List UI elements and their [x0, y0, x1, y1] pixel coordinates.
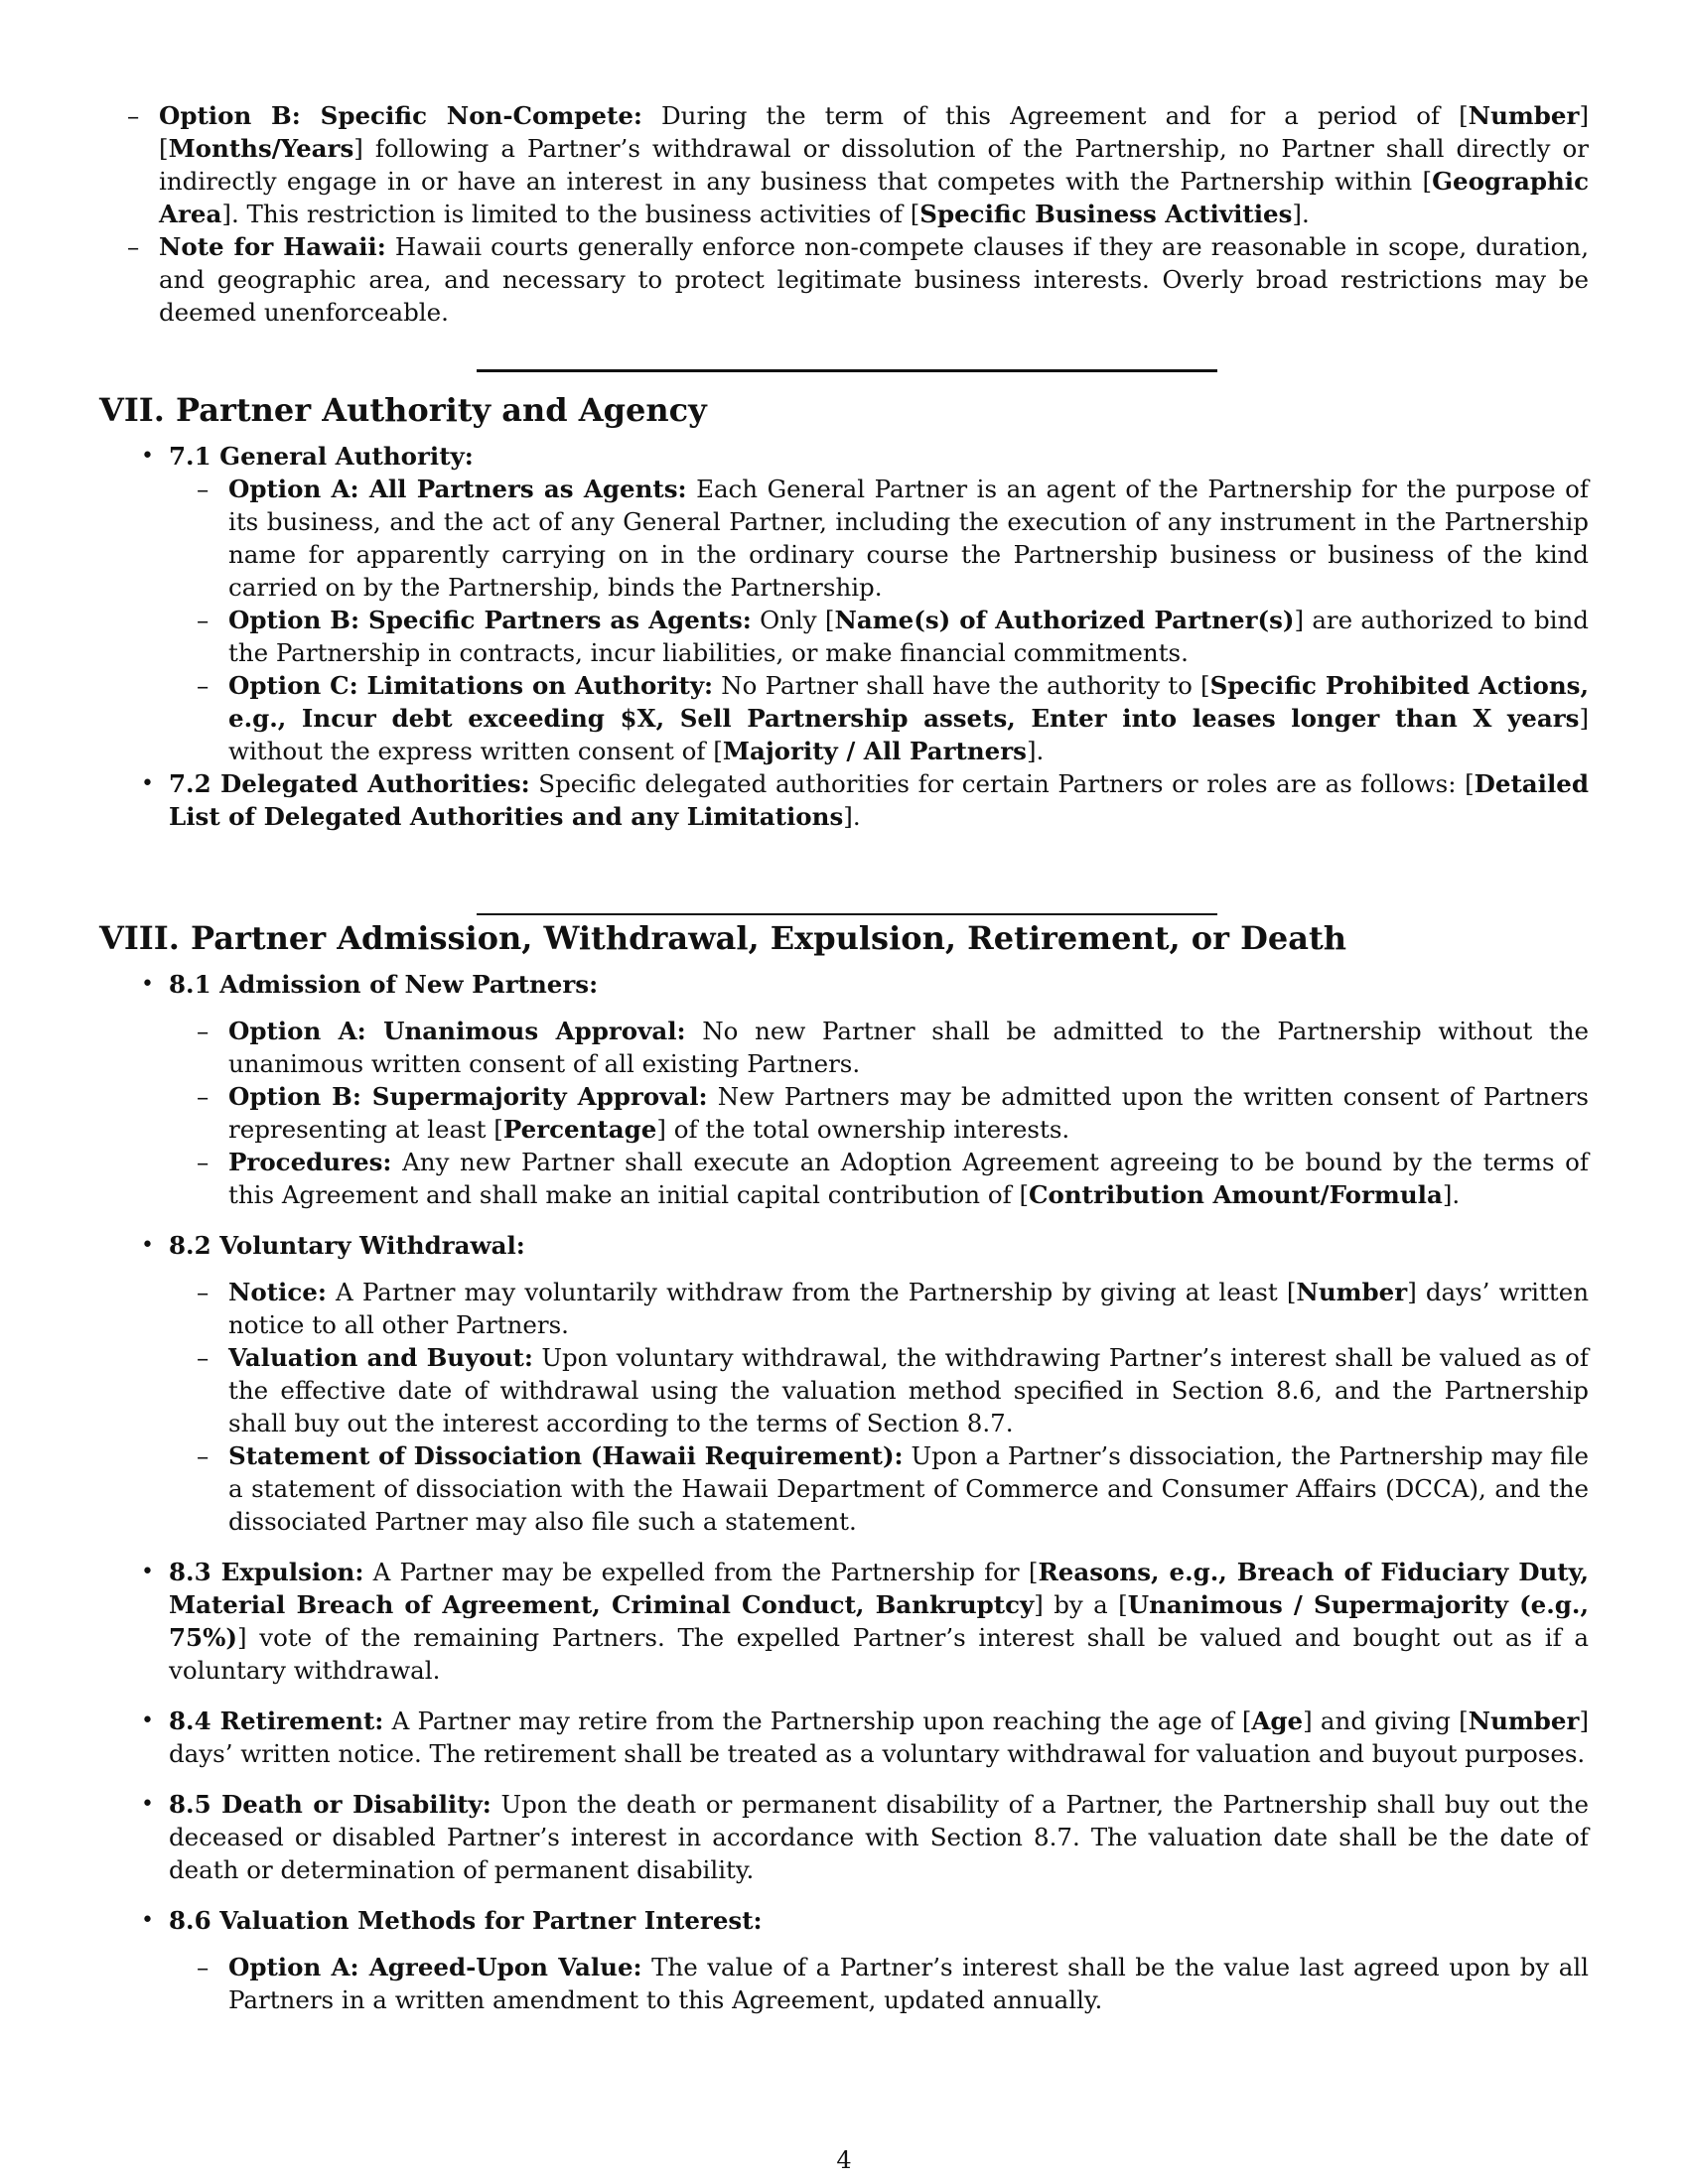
list-item: • 8.6 Valuation Methods for Partner Interest: – Option A: Agreed-Upon Value: The value of a Partner’s interest shall be the value last agreed upon by all Partners in a written amendment to this Agreement, updated annually. — [99, 1904, 1589, 2016]
list-item: – Note for Hawaii: Hawaii courts generally enforce non-compete clauses if they are reasonable in scope, duration, and geographic area, and necessary to protect legitimate business interests. Overly broad restrictions may be deemed unenforceable. — [99, 230, 1589, 329]
section-vii-list — [99, 440, 1589, 833]
list-item: – Option A: Unanimous Approval: No new Partner shall be admitted to the Partnership without the unanimous written consent of all existing Partners. — [169, 1015, 1589, 1080]
list-item: – Statement of Dissociation (Hawaii Requirement): Upon a Partner’s dissociation, the Partnership may file a statement of dissociation with the Hawaii Department of Commerce and Consumer Affairs (DCCA), and the dissociated Partner may also file such a statement. — [169, 1439, 1589, 1538]
list-item: – Option A: All Partners as Agents: Each General Partner is an agent of the Partnership for the purpose of its business, and the act of any General Partner, including the execution of any instrument in the Partnership name for apparently carrying on in the ordinary course the Partnership business or business of the kind carried on by the Partnership, binds the Partnership. — [169, 473, 1589, 604]
list-item: – Valuation and Buyout: Upon voluntary withdrawal, the withdrawing Partner’s interest shall be valued as of the effective date of withdrawal using the valuation method specified in Section 8.6, and the Partnership shall buy out the interest according to the terms of Section 8.7. — [169, 1341, 1589, 1439]
noncompete-options-list — [99, 99, 1589, 329]
list-item: – Option B: Specific Non-Compete: During the term of this Agreement and for a period of [Number] [Months/Years] following a Partner’s withdrawal or dissolution of the Partnership, no Partner shall directly or indirectly engage in or have an interest in any business that competes with the Partnership within [Geographic Area]. This restriction is limited to the business activities of [Specific Business Activities]. — [99, 99, 1589, 230]
list-item: – Option B: Specific Partners as Agents: Only [Name(s) of Authorized Partner(s)] are authorized to bind the Partnership in contracts, incur liabilities, or make financial commitments. — [169, 604, 1589, 669]
list-item: • 7.2 Delegated Authorities: Specific delegated authorities for certain Partners or roles are as follows: [Detailed List of Delegated Authorities and any Limitations]. — [99, 767, 1589, 833]
section-heading-vii: VII. Partner Authority and Agency — [99, 391, 707, 429]
page-content — [99, 99, 1589, 2016]
list-item: • 8.2 Voluntary Withdrawal: – Notice: A Partner may voluntarily withdraw from the Partnership by giving at least [Number] days’ written notice to all other Partners. – Valuation and Buyout: Upon voluntary withdrawal, the withdrawing Partner’s interest shall be valued as of the effective date of withdrawal using the valuation method specified in Section 8.6, and the Partnership shall buy out the interest according to the terms of Section 8.7. – Statement of Dissociation (Hawaii Requirement): Upon a Partner’s dissociation, the Partnership may file a statement of dissociation with the Hawaii Department of Commerce and Consumer Affairs (DCCA), and the dissociated Partner may also file such a statement. — [99, 1229, 1589, 1538]
list-item: • 8.1 Admission of New Partners: – Option A: Unanimous Approval: No new Partner shall be admitted to the Partnership without the unanimous written consent of all existing Partners. – Option B: Supermajority Approval: New Partners may be admitted upon the written consent of Partners representing at least [Percentage] of the total ownership interests. – Procedures: Any new Partner shall execute an Adoption Agreement agreeing to be bound by the terms of this Agreement and shall make an initial capital contribution of [Contribution Amount/Formula]. — [99, 968, 1589, 1211]
section-viii-list — [99, 968, 1589, 2016]
list-item: • 7.1 General Authority: – Option A: All Partners as Agents: Each General Partner is an agent of the Partnership for the purpose of its business, and the act of any General Partner, including the execution of any instrument in the Partnership name for apparently carrying on in the ordinary course the Partnership business or business of the kind carried on by the Partnership, binds the Partnership. – Option B: Specific Partners as Agents: Only [Name(s) of Authorized Partner(s)] are authorized to bind the Partnership in contracts, incur liabilities, or make financial commitments. – Option C: Limitations on Authority: No Partner shall have the authority to [Specific Prohibited Actions, e.g., Incur debt exceeding $X, Sell Partnership assets, Enter into leases longer than X years] without the express written consent of [Majority / All Partners]. — [99, 440, 1589, 767]
list-item: – Procedures: Any new Partner shall execute an Adoption Agreement agreeing to be bound by the terms of this Agreement and shall make an initial capital contribution of [Contribution Amount/Formula]. — [169, 1146, 1589, 1211]
section-heading-viii: VIII. Partner Admission, Withdrawal, Expulsion, Retirement, or Death — [99, 919, 1346, 957]
list-item: – Notice: A Partner may voluntarily withdraw from the Partnership by giving at least [Number] days’ written notice to all other Partners. — [169, 1276, 1589, 1341]
page-number: 4 — [836, 2146, 852, 2174]
list-item: – Option B: Supermajority Approval: New Partners may be admitted upon the written consent of Partners representing at least [Percentage] of the total ownership interests. — [169, 1080, 1589, 1146]
list-item: • 8.3 Expulsion: A Partner may be expelled from the Partnership for [Reasons, e.g., Breach of Fiduciary Duty, Material Breach of Agreement, Criminal Conduct, Bankruptcy] by a [Unanimous / Supermajority (e.g., 75%)] vote of the remaining Partners. The expelled Partner’s interest shall be valued and bought out as if a voluntary withdrawal. — [99, 1556, 1589, 1687]
list-item: – Option A: Agreed-Upon Value: The value of a Partner’s interest shall be the value last agreed upon by all Partners in a written amendment to this Agreement, updated annually. — [169, 1951, 1589, 2016]
section-divider-rule — [477, 369, 1217, 372]
list-item: • 8.5 Death or Disability: Upon the death or permanent disability of a Partner, the Partnership shall buy out the deceased or disabled Partner’s interest in accordance with Section 8.7. The valuation date shall be the date of death or determination of permanent disability. — [99, 1788, 1589, 1886]
list-item: – Option C: Limitations on Authority: No Partner shall have the authority to [Specific Prohibited Actions, e.g., Incur debt exceeding $X, Sell Partnership assets, Enter into leases longer than X years] without the express written consent of [Majority / All Partners]. — [169, 669, 1589, 767]
list-item: • 8.4 Retirement: A Partner may retire from the Partnership upon reaching the age of [Age] and giving [Number] days’ written notice. The retirement shall be treated as a voluntary withdrawal for valuation and buyout purposes. — [99, 1705, 1589, 1770]
section-divider-rule — [477, 913, 1217, 915]
